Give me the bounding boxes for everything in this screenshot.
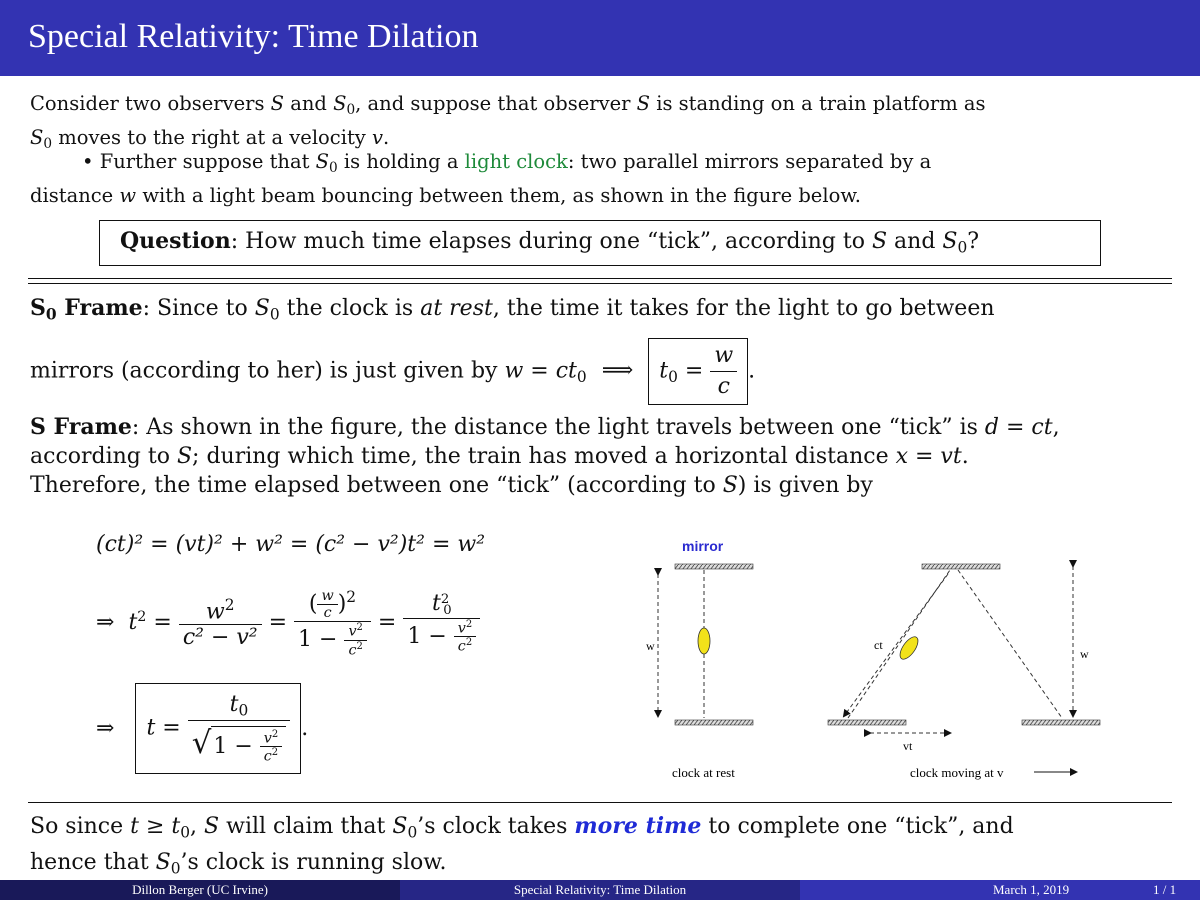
- sqrt-symbol: √: [191, 724, 212, 761]
- divider-top-2: [28, 283, 1172, 284]
- t0-result-box: $t_0$ = $\frac{w}{c}$: [648, 338, 748, 405]
- time-dilation-result-box: t = $t_0$ √1 − $\frac{v^2}{c^2}$: [135, 683, 301, 774]
- question-box: Question: How much time elapses during one “tick”, according to S and $S_0$?: [99, 220, 1101, 266]
- arrow-symbol: ⇒: [96, 610, 115, 635]
- rest-w-label: w: [646, 639, 655, 653]
- bullet-paragraph: [30, 148, 1170, 209]
- footer-title: Special Relativity: Time Dilation: [400, 880, 800, 900]
- rest-photon: [698, 628, 710, 654]
- footer-author: Dillon Berger (UC Irvine): [0, 880, 400, 900]
- caption-clock-at-rest: clock at rest: [672, 765, 735, 780]
- s0-frame-line-2: mirrors (according to her) is just given by $w = ct_0$ ⟹ $t_0$ = $\frac{w}{c}$ .: [30, 338, 1170, 405]
- page-title: Special Relativity: Time Dilation: [28, 18, 479, 55]
- implies-symbol: ⟹: [601, 358, 634, 384]
- footer-date: March 1, 2019: [993, 882, 1070, 897]
- conclusion-paragraph: [30, 812, 1180, 883]
- conclusion-line-1: So since $t \ge t_0$, S will claim that $S_0’s$ clock takes more time to complete one “tick”, and: [30, 813, 1014, 842]
- caption-clock-moving: clock moving at v: [910, 765, 1004, 780]
- w2-over-c2v2-fraction: $\frac{w^2}{\text{c² − v²}}$: [179, 596, 262, 650]
- divider-top-1: [28, 278, 1172, 279]
- footer-page-number: 1 / 1: [1153, 882, 1177, 897]
- rest-top-mirror: [675, 564, 753, 569]
- s0-frame-paragraph: [30, 293, 1170, 405]
- question-label: Question: [120, 228, 231, 254]
- conclusion-line-2: hence that $S_0’s$ clock is running slow.: [30, 849, 447, 878]
- wc2-over-denom-fraction: ( $\frac{w}{c}$ )$^2$ 1 − $\frac{v^2}{c^2}$: [294, 588, 371, 658]
- bullet-line-2: distance w with a light beam bouncing between them, as shown in the figure below.: [30, 184, 861, 208]
- moving-light-path-down: [958, 570, 1062, 718]
- rest-bottom-mirror: [675, 720, 753, 725]
- more-time-emphasis: more time: [574, 813, 702, 839]
- moving-bottom-mirror-right: [1022, 720, 1100, 725]
- moving-w-label: w: [1080, 647, 1089, 661]
- vt-label: vt: [903, 739, 913, 753]
- ct-label: ct: [874, 638, 883, 652]
- moving-top-mirror: [922, 564, 1000, 569]
- s0-frame-line-1: $S_0$ Frame: Since to $S_0$ the clock is at rest, the time it takes for the light to go between: [30, 295, 995, 324]
- moving-photon: [897, 634, 922, 662]
- title-bar: [0, 0, 1200, 76]
- equation-3: ⇒ t = $t_0$ √1 − $\frac{v^2}{c^2}$ .: [96, 683, 308, 774]
- moving-bottom-mirror-left: [828, 720, 906, 725]
- equation-1: (ct)² = (vt)² + w² = (c² − v²)t² = w²: [96, 532, 486, 557]
- s-frame-line-2: according to S; during which time, the train has moved a horizontal distance x = vt.: [30, 444, 969, 469]
- s-frame-line-1: S Frame: As shown in the figure, the distance the light travels between one “tick” is d = ct,: [30, 414, 1060, 440]
- light-clock-term: light clock: [464, 150, 568, 173]
- t0-over-sqrt-fraction: $t_0$ √1 − $\frac{v^2}{c^2}$: [188, 692, 291, 765]
- at-rest-term: at rest: [420, 296, 493, 321]
- bullet-icon: •: [82, 150, 94, 173]
- equation-2: ⇒ $t^2$ = $\frac{w^2}{\text{c² − v²}}$ = ( $\frac{w}{c}$ )$^2$ 1 − $\frac{v^2}{c^2}$ = $t^2_0$ 1 − $\frac{v^2}{c^2}$: [96, 588, 480, 658]
- footer-right: [800, 880, 1200, 900]
- t02-over-denom-fraction: $t^2_0$ 1 − $\frac{v^2}{c^2}$: [403, 591, 480, 655]
- light-clock-figure: [630, 530, 1160, 792]
- s-frame-line-3: Therefore, the time elapsed between one “tick” (according to S) is given by: [30, 473, 873, 498]
- divider-bottom: [28, 802, 1172, 803]
- bullet-line-1: • Further suppose that $S_0$ is holding a light clock: two parallel mirrors separated by a: [82, 150, 932, 177]
- footer-bar: [0, 880, 1200, 900]
- mirror-label: mirror: [682, 538, 724, 554]
- intro-line-1: Consider two observers S and $S_0$, and suppose that observer S is standing on a train platform as: [30, 92, 986, 119]
- w-over-c-fraction: $\frac{w}{c}$: [710, 341, 737, 402]
- s-frame-paragraph: [30, 413, 1180, 500]
- intro-line-2: $S_0$ moves to the right at a velocity v.: [30, 126, 390, 153]
